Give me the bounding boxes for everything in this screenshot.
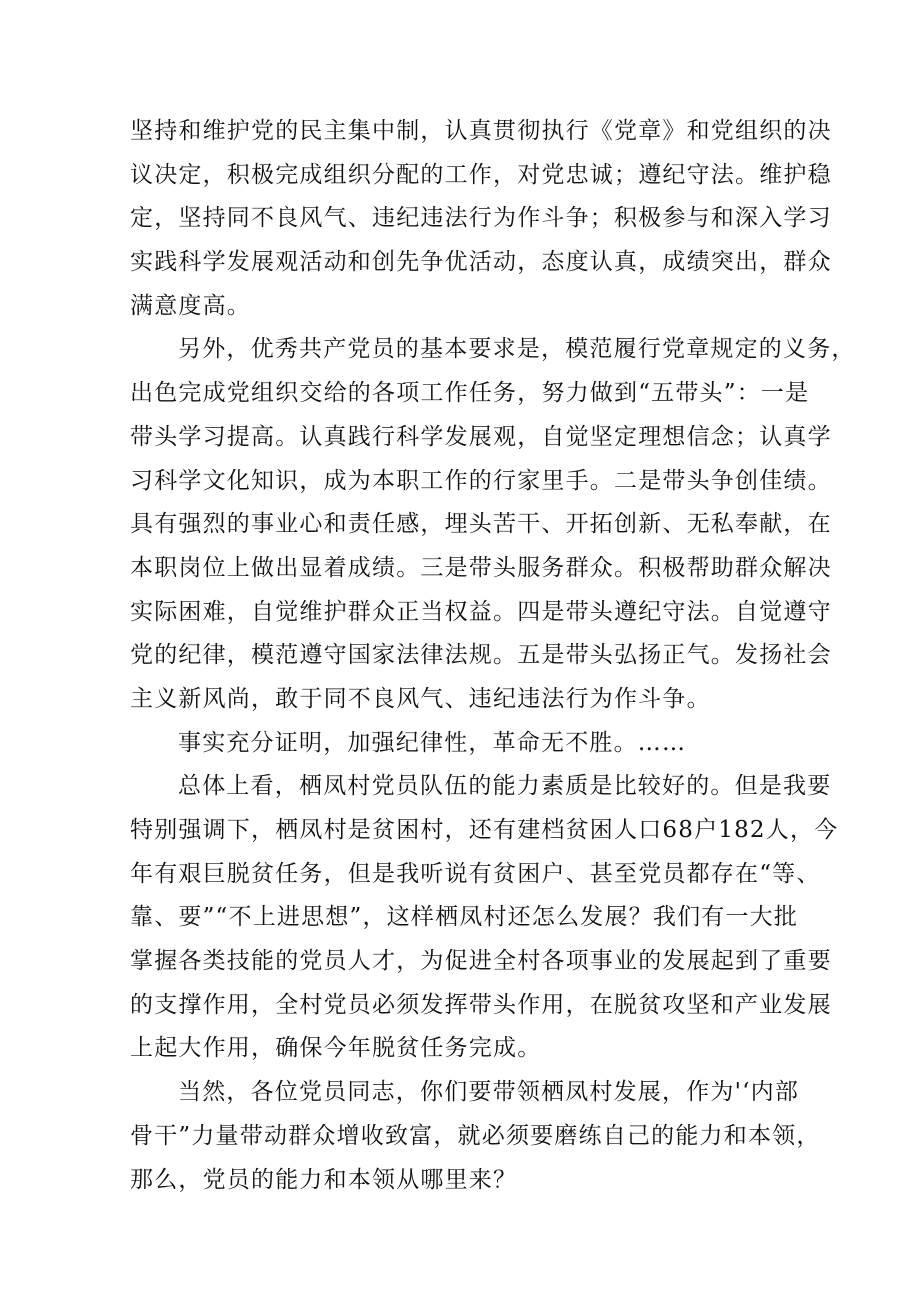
text-line: 具有强烈的事业心和责任感，埋头苦干、开拓创新、无私奉献，在	[130, 511, 832, 538]
text-line: 本职岗位上做出显着成绩。三是带头服务群众。积极帮助群众解决	[130, 554, 832, 581]
text-line: 主义新风尚，敢于同不良风气、违纪违法行为作斗争。	[130, 685, 711, 712]
text-line: 的支撑作用，全村党员必须发挥带头作用，在脱贫攻坚和产业发展	[130, 991, 832, 1018]
text-line: 带头学习提高。认真践行科学发展观，自觉坚定理想信念；认真学	[130, 423, 832, 450]
text-line: 年有艰巨脱贫任务，但是我听说有贫困户、甚至党员都存在“等、	[130, 860, 821, 887]
paragraph-5	[130, 1071, 821, 1202]
paragraph-3	[130, 722, 795, 766]
text-line: 当然，各位党员同志，你们要带领栖凤村发展，作为'‘内部	[178, 1079, 800, 1106]
text-line: 党的纪律，模范遵守国家法律法规。五是带头弘扬正气。发扬社会	[130, 642, 832, 669]
document-page	[130, 110, 856, 1202]
text-line: 特别强调下，栖凤村是贫困村，还有建档贫困人口68户182人，今	[130, 817, 839, 843]
text-line: 骨干”力量带动群众增收致富，就必须要磨练自己的能力和本领，	[130, 1122, 821, 1149]
text-line: 实际困难，自觉维护群众正当权益。四是带头遵纪守法。自觉遵守	[130, 598, 832, 625]
text-line: 满意度高。	[130, 292, 251, 319]
text-line: 实践科学发展观活动和创先争优活动，态度认真，成绩突出，群众	[130, 249, 832, 276]
text-line: 那么，党员的能力和本领从哪里来？	[130, 1166, 518, 1193]
text-line: 掌握各类技能的党员人才，为促进全村各项事业的发展起到了重要	[130, 948, 832, 975]
text-line: 出色完成党组织交给的各项工作任务，努力做到“五带头”：一是	[130, 380, 810, 407]
text-line: 议决定，积极完成组织分配的工作，对党忠诚；遵纪守法。维护稳	[130, 161, 832, 188]
paragraph-1	[130, 110, 832, 328]
text-line: 坚持和维护党的民主集中制，认真贯彻执行《党章》和党组织的决	[130, 118, 832, 144]
paragraph-4	[130, 765, 839, 1071]
text-line: 另外，优秀共产党员的基本要求是，模范履行党章规定的义务，	[178, 336, 856, 363]
text-line: 定，坚持同不良风气、违纪违法行为作斗争；积极参与和深入学习	[130, 205, 832, 232]
paragraph-2	[130, 328, 856, 721]
text-line: 事实充分证明，加强纪律性，革命无不胜。……	[178, 729, 687, 756]
text-line: 习科学文化知识，成为本职工作的行家里手。二是带头争创佳绩。	[130, 467, 832, 494]
text-line: 靠、要”“不上进思想”，这样栖凤村还怎么发展？我们有一大批	[130, 904, 799, 931]
text-line: 总体上看，栖凤村党员队伍的能力素质是比较好的。但是我要	[178, 773, 832, 800]
text-line: 上起大作用，确保今年脱贫任务完成。	[130, 1035, 542, 1062]
